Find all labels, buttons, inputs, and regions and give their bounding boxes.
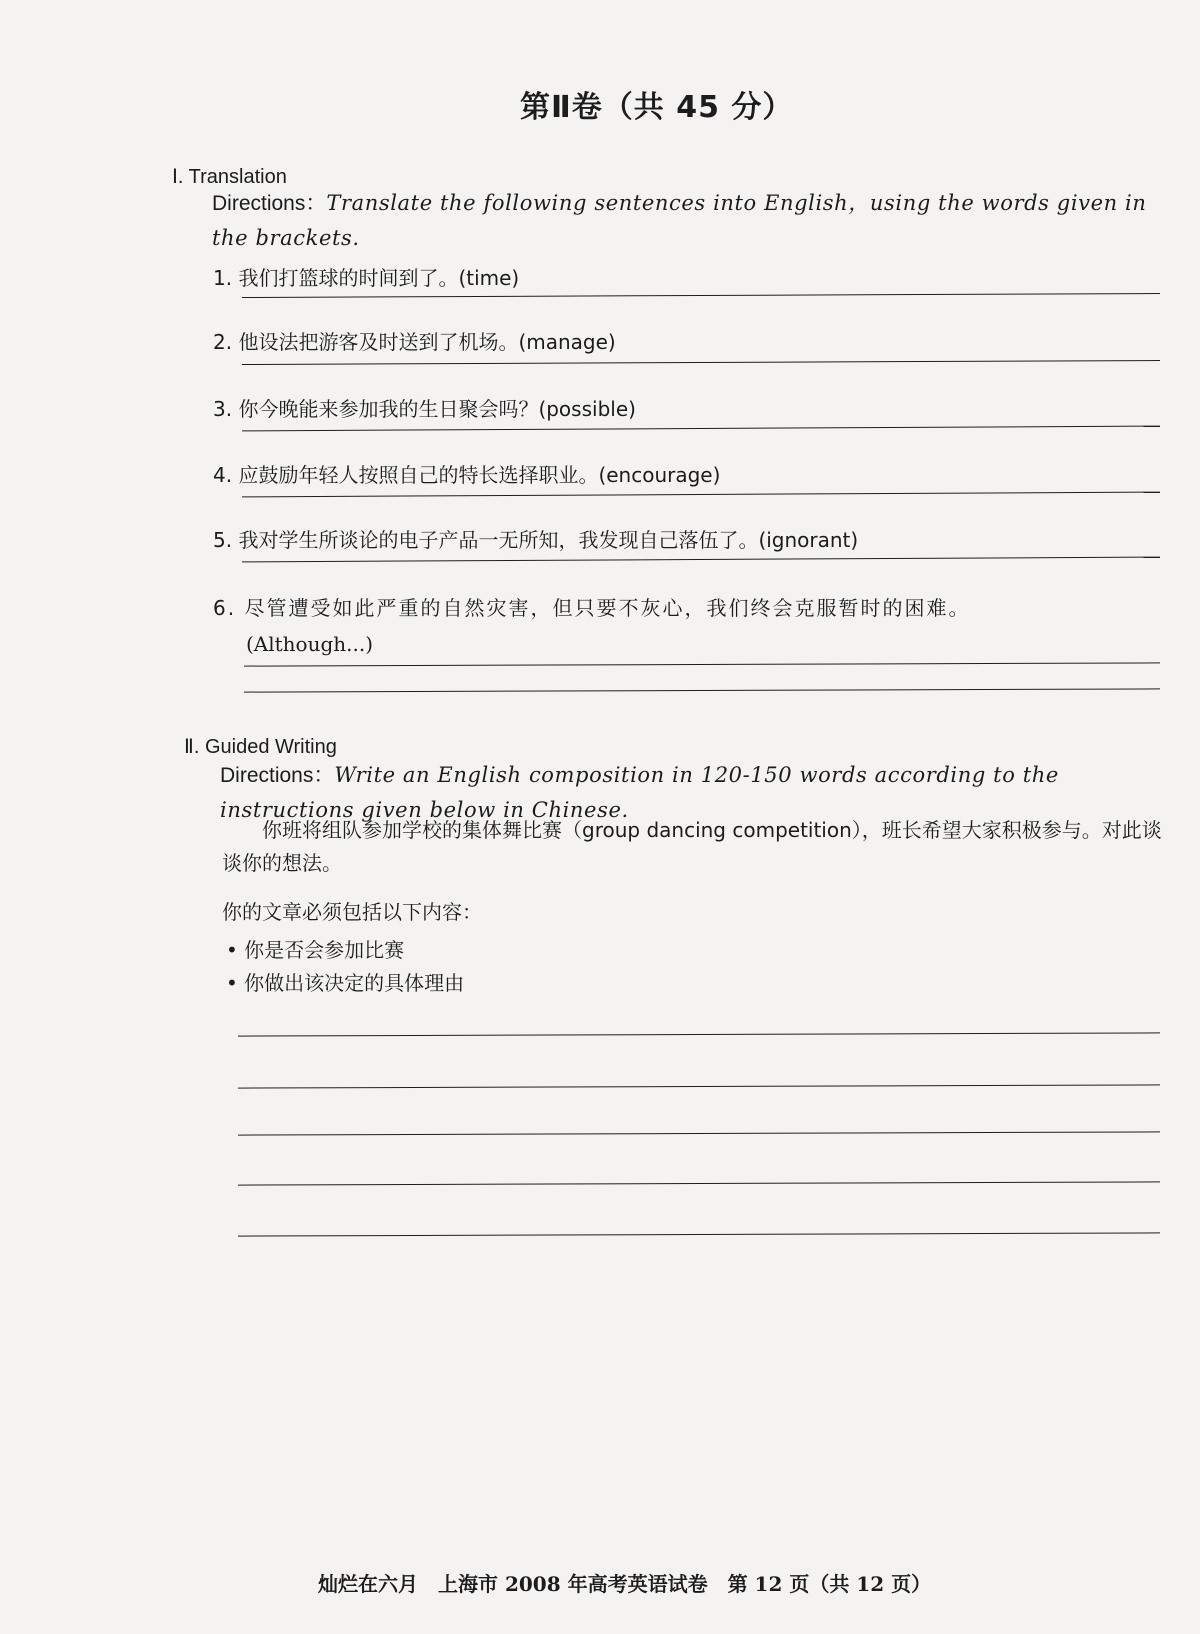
answer-line-5[interactable]: [242, 557, 1160, 563]
translation-item-2: 2. 他设法把游客及时送到了机场。(manage): [213, 330, 616, 354]
translation-directions-text: Translate the following sentences into English，using the words given in the brackets.: [212, 191, 1147, 250]
translation-directions: [212, 186, 1162, 255]
answer-line-1[interactable]: [242, 293, 1160, 298]
translation-item-6: 6. 尽管遭受如此严重的自然灾害，但只要不灰心，我们终会克服暂时的困难。: [213, 596, 971, 620]
answer-line-3[interactable]: [242, 426, 1160, 432]
writing-line-5[interactable]: [238, 1232, 1160, 1236]
translation-heading: Ⅰ. Translation: [172, 166, 287, 188]
writing-heading: Ⅱ. Guided Writing: [184, 736, 337, 758]
writing-bullet-2: • 你做出该决定的具体理由: [226, 971, 465, 995]
writing-line-1[interactable]: [238, 1032, 1160, 1036]
translation-item-3: 3. 你今晚能来参加我的生日聚会吗？(possible): [213, 397, 636, 421]
page-footer: 灿烂在六月 上海市 2008 年高考英语试卷 第 12 页（共 12 页）: [318, 1572, 932, 1596]
translation-item-6-hint: (Although...): [246, 632, 374, 656]
answer-line-4[interactable]: [242, 492, 1160, 498]
translation-item-5: 5. 我对学生所谈论的电子产品一无所知，我发现自己落伍了。(ignorant): [213, 528, 859, 552]
answer-line-6b[interactable]: [244, 688, 1160, 692]
writing-line-3[interactable]: [238, 1131, 1160, 1135]
answer-line-2[interactable]: [242, 360, 1160, 365]
writing-bullet-1: • 你是否会参加比赛: [226, 938, 405, 962]
translation-item-1: 1. 我们打篮球的时间到了。(time): [213, 266, 520, 290]
writing-directions-text: Write an English composition in 120-150 words according to the instructions given below in Chinese.: [220, 763, 1059, 822]
writing-directions-label: Directions：: [220, 764, 335, 787]
writing-prompt: 你班将组队参加学校的集体舞比赛（group dancing competition），班长希望大家积极参与。对此谈谈你的想法。: [222, 818, 1162, 875]
answer-line-6a[interactable]: [244, 662, 1160, 666]
translation-item-4: 4. 应鼓励年轻人按照自己的特长选择职业。(encourage): [213, 463, 721, 487]
writing-requirement: 你的文章必须包括以下内容：: [222, 900, 482, 924]
writing-line-4[interactable]: [238, 1181, 1160, 1185]
translation-directions-label: Directions：: [212, 192, 327, 215]
page-title: 第Ⅱ卷（共 45 分）: [520, 90, 794, 125]
writing-line-2[interactable]: [238, 1084, 1160, 1088]
